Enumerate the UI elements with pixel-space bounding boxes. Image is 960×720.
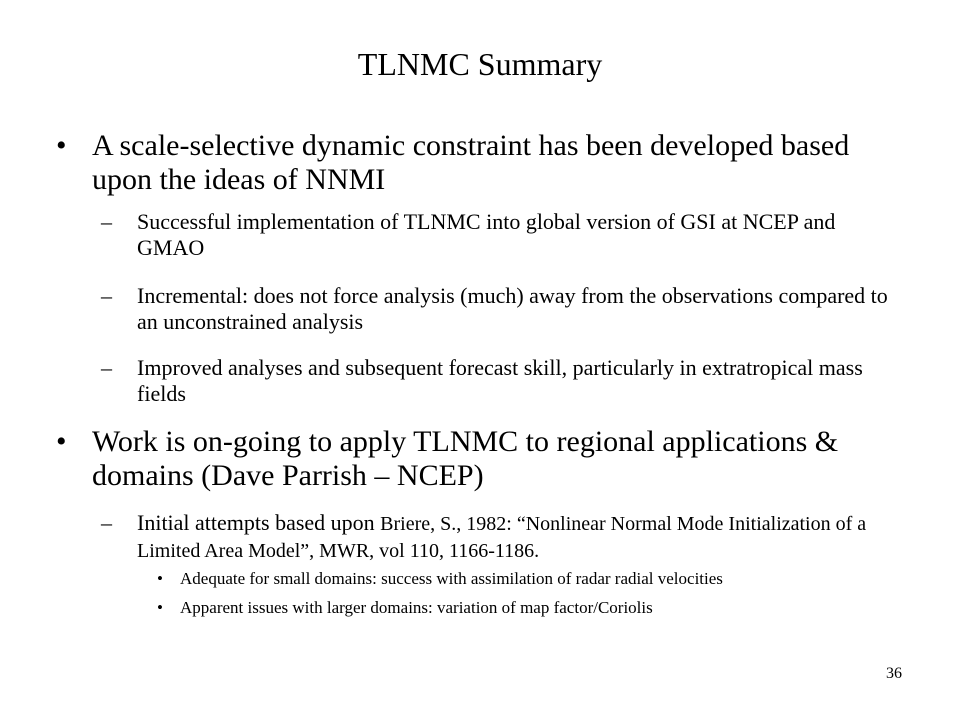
dash-marker: – — [101, 510, 112, 535]
small-bullet-marker: • — [157, 569, 163, 588]
dash-marker: – — [101, 283, 112, 308]
dash-marker: – — [101, 209, 112, 234]
bullet-text: A scale-selective dynamic constraint has been developed based upon the ideas of NNMI — [92, 129, 850, 196]
sub-sub-bullet-text: Apparent issues with larger domains: variation of map factor/Coriolis — [180, 598, 653, 617]
sub-bullet-text: Successful implementation of TLNMC into global version of GSI at NCEP and GMAO — [137, 209, 836, 260]
dash-marker: – — [101, 355, 112, 380]
sub-bullet-text: Improved analyses and subsequent forecast skill, particularly in extratropical mass fields — [137, 355, 863, 406]
bullet-text: Work is on-going to apply TLNMC to regional applications & domains (Dave Parrish – NCEP) — [92, 425, 839, 492]
bullet-regional-work — [56, 425, 892, 493]
bullet-marker: • — [56, 129, 67, 162]
sub-bullet-initial-attempts — [101, 510, 897, 564]
sub-bullet-successful-implementation — [101, 209, 897, 261]
sub-bullet-text: Incremental: does not force analysis (much) away from the observations compared to an unconstrained analysis — [137, 283, 888, 334]
small-bullet-marker: • — [157, 598, 163, 617]
sub-bullet-incremental — [101, 283, 897, 335]
sub-bullet-improved-analyses — [101, 355, 897, 407]
citation-text: Briere, S., 1982: “Nonlinear Normal Mode Initialization of a Limited Area Model”, MWR, vol 110, 1166-1186. — [137, 513, 867, 562]
sub-sub-bullet-text: Adequate for small domains: success with assimilation of radar radial velocities — [180, 569, 723, 588]
bullet-scale-selective-constraint — [56, 129, 892, 197]
sub-bullet-lead-text: Initial attempts based upon — [137, 510, 381, 535]
sub-sub-bullet-larger-domains — [157, 597, 900, 619]
sub-sub-bullet-small-domains — [157, 568, 900, 590]
slide-title: TLNMC Summary — [357, 46, 603, 82]
bullet-marker: • — [56, 425, 67, 458]
page-number: 36 — [886, 665, 902, 682]
